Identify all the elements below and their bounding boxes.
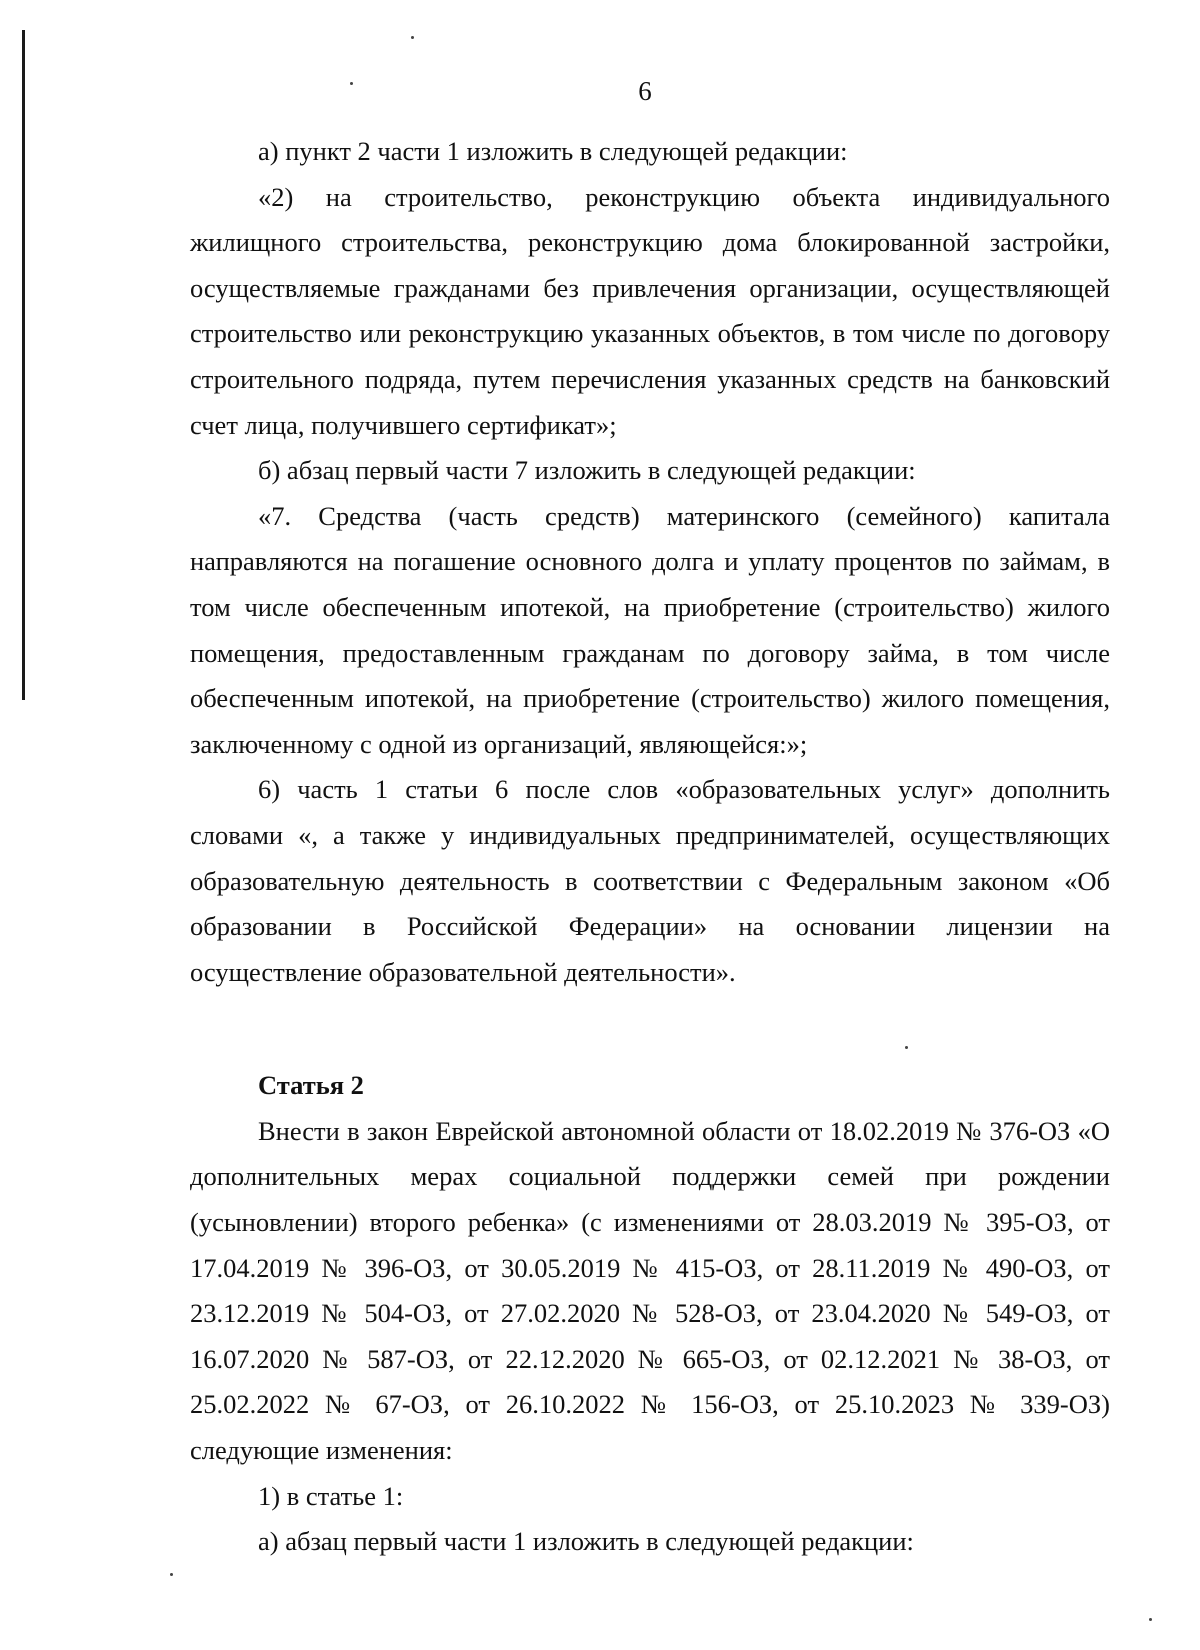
paragraph-article-2-intro: Внести в закон Еврейской автономной области от 18.02.2019 № 376-ОЗ «О дополнительных мерах социальной поддержки семей при рождении (усыновлении) второго ребенка» (с изменениями от 28.03.2019 № 395-ОЗ, от 17.04.2019 № 396-ОЗ, от 30.05.2019 № 415-ОЗ, от 28.11.2019 № 490-ОЗ, от 23.12.2019 № 504-ОЗ, от 27.02.2020 № 528-ОЗ, от 23.04.2020 № 549-ОЗ, от 16.07.2020 № 587-ОЗ, от 22.12.2020 № 665-ОЗ, от 02.12.2021 № 38-ОЗ, от 25.02.2022 № 67-ОЗ, от 26.10.2022 № 156-ОЗ, от 25.10.2023 № 339-ОЗ) следующие изменения:	[190, 1115, 1110, 1466]
article-2-heading: Статья 2	[258, 1070, 364, 1101]
page-number: 6	[638, 76, 652, 106]
paragraph-item-6: 6) часть 1 статьи 6 после слов «образовательных услуг» дополнить словами «, а также у индивидуальных предпринимателей, осуществляющих образовательную деятельность в соответствии с Федеральным законом «Об образовании в Российской Федерации» на основании лицензии на осуществление образовательной деятельности».	[190, 774, 1110, 987]
paragraph-article-2-item-1a: а) абзац первый части 1 изложить в следующей редакции:	[258, 1526, 914, 1557]
paragraph-item-a-quote: «2) на строительство, реконструкцию объекта индивидуального жилищного строительства, реконструкцию дома блокированной застройки, осуществляемые гражданами без привлечения организации, осуществляющей строительство или реконструкцию указанных объектов, в том числе по договору строительного подряда, путем перечисления указанных средств на банковский счет лица, получившего сертификат»;	[190, 181, 1110, 440]
scan-speck	[1149, 1618, 1152, 1621]
scan-speck	[170, 1573, 173, 1576]
document-body	[190, 129, 1110, 1565]
scan-speck	[411, 36, 414, 39]
paragraph-article-2-item-1: 1) в статье 1:	[258, 1480, 404, 1511]
section-spacer	[190, 995, 1110, 1063]
paragraph-item-b-quote: «7. Средства (часть средств) материнского (семейного) капитала направляются на погашение основного долга и уплату процентов по займам, в том числе обеспеченным ипотекой, на приобретение (строительство) жилого помещения, предоставленным гражданам по договору займа, в том числе обеспеченным ипотекой, на приобретение (строительство) жилого помещения, заключенному с одной из организаций, являющейся:»;	[190, 500, 1110, 759]
paragraph-item-b-intro: б) абзац первый части 7 изложить в следующей редакции:	[258, 455, 916, 486]
scan-margin-line	[22, 30, 25, 700]
paragraph-item-a-intro: а) пункт 2 части 1 изложить в следующей редакции:	[258, 136, 848, 166]
